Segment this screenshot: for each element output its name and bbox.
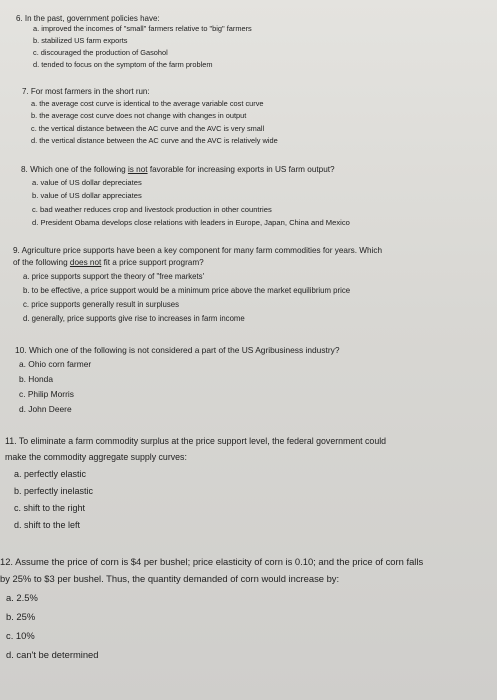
answer-option: c. bad weather reduces crop and livestock production in other countries [32, 205, 272, 214]
question-stem: 12. Assume the price of corn is $4 per bushel; price elasticity of corn is 0.10; and the price of corn falls [0, 556, 424, 567]
answer-option: b. perfectly inelastic [14, 486, 94, 496]
answer-option: a. 2.5% [6, 592, 38, 603]
answer-option: a. Ohio corn farmer [19, 359, 92, 369]
answer-option: a. the average cost curve is identical to the average variable cost curve [31, 99, 264, 108]
answer-option: d. tended to focus on the symptom of the farm problem [33, 60, 213, 69]
answer-option: b. the average cost curve does not change with changes in output [31, 111, 247, 120]
answer-option: c. shift to the right [14, 503, 86, 513]
answer-option: d. can't be determined [6, 649, 99, 660]
question-stem-continued [13, 258, 204, 267]
question-stem: 11. To eliminate a farm commodity surplus at the price support level, the federal government could [5, 436, 387, 446]
stem-underlined-text: is not [127, 165, 148, 174]
answer-option: c. the vertical distance between the AC curve and the AVC is very small [31, 124, 265, 133]
stem-text: favorable for increasing exports in US farm output? [147, 165, 335, 174]
answer-option: b. value of US dollar appreciates [32, 191, 142, 200]
answer-option: d. John Deere [19, 404, 72, 414]
question-stem [21, 165, 335, 174]
answer-option: c. discouraged the production of Gasohol [33, 48, 168, 57]
answer-option: b. to be effective, a price support would be a minimum price above the market equilibrium price [23, 286, 351, 295]
answer-option: b. 25% [6, 611, 36, 622]
question-stem: 6. In the past, government policies have: [16, 14, 160, 23]
answer-option: c. 10% [6, 630, 35, 641]
stem-underlined-text: does not [69, 258, 102, 267]
stem-text: of the following [13, 258, 70, 267]
answer-option: d. generally, price supports give rise to increases in farm income [23, 314, 245, 323]
stem-text: fit a price support program? [101, 258, 204, 267]
answer-option: b. stabilized US farm exports [33, 36, 128, 45]
stem-text: 8. Which one of the following [21, 165, 128, 174]
question-stem: 9. Agriculture price supports have been a key component for many farm commodities for years. Which [13, 246, 383, 255]
question-stem: 7. For most farmers in the short run: [22, 87, 150, 96]
answer-option: a. perfectly elastic [14, 469, 87, 479]
answer-option: c. Philip Morris [19, 389, 74, 399]
answer-option: d. President Obama develops close relations with leaders in Europe, Japan, China and Mexico [32, 218, 350, 227]
answer-option: a. price supports support the theory of "free markets' [23, 272, 205, 281]
answer-option: b. Honda [19, 374, 53, 384]
answer-option: a. improved the incomes of "small" farmers relative to "big" farmers [33, 24, 252, 33]
question-stem: 10. Which one of the following is not considered a part of the US Agribusiness industry? [15, 345, 340, 355]
question-stem-continued: by 25% to $3 per bushel. Thus, the quantity demanded of corn would increase by: [0, 573, 340, 584]
answer-option: d. shift to the left [14, 520, 81, 530]
answer-option: a. value of US dollar depreciates [32, 178, 142, 187]
answer-option: d. the vertical distance between the AC curve and the AVC is relatively wide [31, 136, 278, 145]
question-stem-continued: make the commodity aggregate supply curves: [5, 452, 187, 462]
answer-option: c. price supports generally result in surpluses [23, 300, 180, 309]
